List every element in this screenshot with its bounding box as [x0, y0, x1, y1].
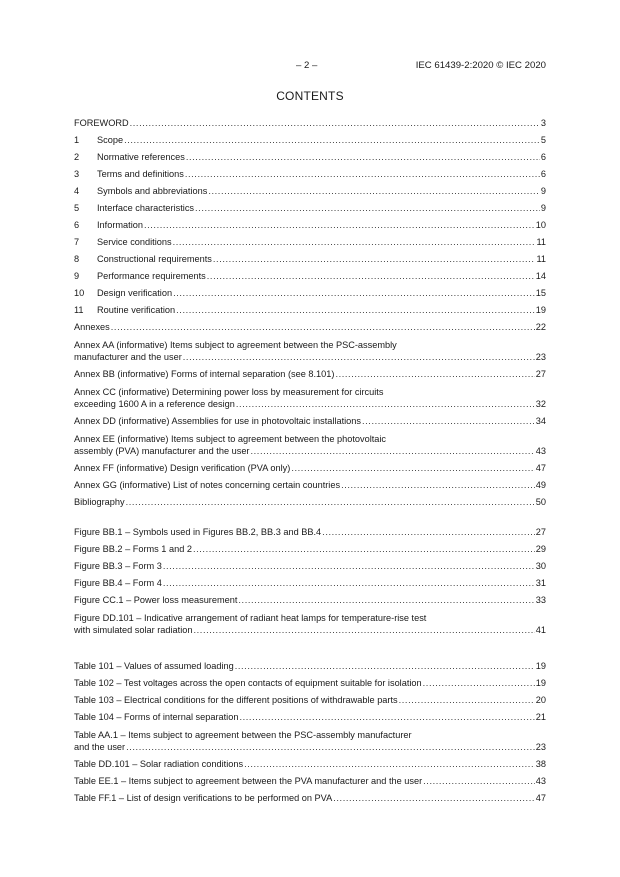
toc-page: 6: [540, 169, 546, 179]
dot-leader: [399, 695, 535, 706]
dot-leader: [176, 305, 535, 316]
dot-leader: [195, 203, 540, 214]
toc-page: 49: [535, 480, 546, 490]
figure-page: 27: [535, 527, 546, 537]
toc-entry[interactable]: [74, 129, 546, 146]
toc-entry[interactable]: [74, 474, 546, 491]
toc-entry[interactable]: [74, 163, 546, 180]
table-entry[interactable]: [74, 689, 546, 706]
toc-page: 27: [535, 369, 546, 379]
table-entry[interactable]: [74, 672, 546, 689]
table-label: Table 101 – Values of assumed loading: [74, 661, 234, 671]
dot-leader: [185, 169, 540, 180]
dot-leader: [173, 288, 535, 299]
toc-page: 22: [535, 322, 546, 332]
table-page: 23: [535, 742, 546, 752]
dot-leader: [236, 399, 535, 410]
figure-entry[interactable]: [74, 555, 546, 572]
dot-leader: [238, 595, 534, 606]
toc-number: 5: [74, 203, 80, 213]
dot-leader: [251, 446, 535, 457]
figure-page: 31: [535, 578, 546, 588]
figure-entry[interactable]: [74, 606, 546, 636]
dot-leader: [291, 463, 534, 474]
contents-list: [74, 112, 546, 508]
dot-leader: [208, 186, 540, 197]
figure-label-continued: with simulated solar radiation: [74, 625, 193, 635]
toc-page: 47: [535, 463, 546, 473]
page-header: [74, 60, 546, 74]
toc-page: 9: [540, 203, 546, 213]
toc-label: Design verification: [97, 288, 173, 298]
dot-leader: [322, 527, 535, 538]
figure-entry[interactable]: [74, 589, 546, 606]
toc-page: 43: [535, 446, 546, 456]
toc-label: Annex BB (informative) Forms of internal separation (see 8.101): [74, 369, 335, 379]
table-label: Table DD.101 – Solar radiation conditions: [74, 759, 244, 769]
table-page: 20: [535, 695, 546, 705]
table-label-continued: and the user: [74, 742, 126, 752]
dot-leader: [213, 254, 536, 265]
dot-leader: [130, 118, 540, 129]
dot-leader: [423, 678, 535, 689]
toc-page: 32: [535, 399, 546, 409]
figure-page: 29: [535, 544, 546, 554]
toc-number: 10: [74, 288, 85, 298]
toc-label: Interface characteristics: [97, 203, 195, 213]
toc-entry[interactable]: [74, 248, 546, 265]
table-page: 43: [535, 776, 546, 786]
dot-leader: [163, 561, 535, 572]
toc-page: 11: [536, 237, 546, 247]
toc-entry[interactable]: [74, 231, 546, 248]
toc-entry[interactable]: [74, 299, 546, 316]
toc-entry[interactable]: [74, 112, 546, 129]
figure-label: Figure BB.1 – Symbols used in Figures BB.2, BB.3 and BB.4: [74, 527, 322, 537]
dot-leader: [173, 237, 536, 248]
table-entry[interactable]: [74, 655, 546, 672]
table-label: Table EE.1 – Items subject to agreement between the PVA manufacturer and the user: [74, 776, 423, 786]
figure-entry[interactable]: [74, 538, 546, 555]
table-label: Table 102 – Test voltages across the open contacts of equipment suitable for isolation: [74, 678, 422, 688]
toc-page: 10: [535, 220, 546, 230]
table-entry[interactable]: [74, 706, 546, 723]
dot-leader: [183, 352, 535, 363]
figure-label: Figure CC.1 – Power loss measurement: [74, 595, 238, 605]
toc-label: Annex EE (informative) Items subject to agreement between the photovoltaic: [74, 434, 387, 444]
toc-entry[interactable]: [74, 457, 546, 474]
dot-leader: [186, 152, 540, 163]
dot-leader: [126, 742, 535, 753]
list-of-figures: [74, 521, 546, 636]
figure-page: 30: [535, 561, 546, 571]
table-entry[interactable]: [74, 753, 546, 770]
table-entry[interactable]: [74, 723, 546, 753]
toc-label: Service conditions: [97, 237, 172, 247]
toc-label-continued: exceeding 1600 A in a reference design: [74, 399, 235, 409]
figure-label: Figure BB.2 – Forms 1 and 2: [74, 544, 192, 554]
toc-entry[interactable]: [74, 180, 546, 197]
toc-label: Information: [97, 220, 143, 230]
table-page: 21: [535, 712, 546, 722]
dot-leader: [235, 661, 535, 672]
figure-entry[interactable]: [74, 521, 546, 538]
dot-leader: [193, 544, 535, 555]
toc-label: Symbols and abbreviations: [97, 186, 208, 196]
figure-page: 41: [535, 625, 546, 635]
table-label: Table AA.1 – Items subject to agreement between the PSC-assembly manufacturer: [74, 730, 412, 740]
toc-page: 34: [535, 416, 546, 426]
toc-label: Normative references: [97, 152, 185, 162]
toc-number: 7: [74, 237, 80, 247]
dot-leader: [124, 135, 540, 146]
toc-page: 19: [535, 305, 546, 315]
table-label: Table FF.1 – List of design verifications to be performed on PVA: [74, 793, 333, 803]
toc-label-continued: manufacturer and the user: [74, 352, 182, 362]
toc-entry[interactable]: [74, 146, 546, 163]
table-entry[interactable]: [74, 787, 546, 804]
dot-leader: [341, 480, 535, 491]
toc-page: 9: [540, 186, 546, 196]
toc-label: Annex CC (informative) Determining power loss by measurement for circuits: [74, 387, 384, 397]
toc-entry[interactable]: [74, 214, 546, 231]
dot-leader: [335, 369, 534, 380]
toc-page: 6: [540, 152, 546, 162]
dot-leader: [362, 416, 535, 427]
dot-leader: [111, 322, 535, 333]
toc-number: 9: [74, 271, 80, 281]
toc-label: Routine verification: [97, 305, 176, 315]
dot-leader: [193, 625, 534, 636]
toc-label: Performance requirements: [97, 271, 206, 281]
toc-label: Annex FF (informative) Design verification (PVA only): [74, 463, 291, 473]
dot-leader: [244, 759, 535, 770]
toc-entry[interactable]: [74, 427, 546, 457]
table-page: 19: [535, 678, 546, 688]
table-label: Table 103 – Electrical conditions for the different positions of withdrawable parts: [74, 695, 398, 705]
toc-number: 8: [74, 254, 80, 264]
dot-leader: [423, 776, 535, 787]
toc-label: Annex GG (informative) List of notes concerning certain countries: [74, 480, 341, 490]
dot-leader: [239, 712, 534, 723]
table-page: 19: [535, 661, 546, 671]
toc-number: 3: [74, 169, 80, 179]
toc-label: FOREWORD: [74, 118, 129, 128]
document-reference: IEC 61439-2:2020 © IEC 2020: [415, 60, 546, 71]
toc-number: 4: [74, 186, 80, 196]
page-title: CONTENTS: [276, 89, 344, 103]
dot-leader: [333, 793, 535, 804]
toc-label: Terms and definitions: [97, 169, 184, 179]
toc-entry[interactable]: [74, 491, 546, 508]
figure-page: 33: [535, 595, 546, 605]
toc-number: 2: [74, 152, 80, 162]
toc-entry[interactable]: [74, 316, 546, 333]
dot-leader: [163, 578, 535, 589]
toc-entry[interactable]: [74, 380, 546, 410]
list-of-tables: [74, 655, 546, 804]
toc-number: 11: [74, 305, 84, 315]
toc-label: Annex DD (informative) Assemblies for use in photovoltaic installations: [74, 416, 361, 426]
figure-label: Figure DD.101 – Indicative arrangement of radiant heat lamps for temperature-rise test: [74, 613, 427, 623]
table-entry[interactable]: [74, 770, 546, 787]
toc-page: 23: [535, 352, 546, 362]
figure-label: Figure BB.3 – Form 3: [74, 561, 162, 571]
dot-leader: [144, 220, 535, 231]
toc-entry[interactable]: [74, 282, 546, 299]
toc-label: Scope: [97, 135, 124, 145]
toc-page: 15: [535, 288, 546, 298]
toc-label: Constructional requirements: [97, 254, 212, 264]
figure-entry[interactable]: [74, 572, 546, 589]
toc-page: 14: [535, 271, 546, 281]
toc-entry[interactable]: [74, 265, 546, 282]
table-page: 47: [535, 793, 546, 803]
toc-label-continued: assembly (PVA) manufacturer and the user: [74, 446, 250, 456]
toc-entry[interactable]: [74, 363, 546, 380]
figure-label: Figure BB.4 – Form 4: [74, 578, 162, 588]
toc-entry[interactable]: [74, 333, 546, 363]
toc-number: 1: [74, 135, 80, 145]
toc-page: 11: [536, 254, 546, 264]
table-label: Table 104 – Forms of internal separation: [74, 712, 239, 722]
toc-entry[interactable]: [74, 197, 546, 214]
toc-entry[interactable]: [74, 410, 546, 427]
table-page: 38: [535, 759, 546, 769]
dot-leader: [207, 271, 535, 282]
toc-label: Annexes: [74, 322, 110, 332]
toc-page: 5: [540, 135, 546, 145]
toc-number: 6: [74, 220, 80, 230]
toc-label: Annex AA (informative) Items subject to agreement between the PSC-assembly: [74, 340, 397, 350]
toc-label: Bibliography: [74, 497, 125, 507]
dot-leader: [126, 497, 535, 508]
page-number: – 2 –: [296, 60, 318, 71]
toc-page: 50: [535, 497, 546, 507]
toc-page: 3: [540, 118, 546, 128]
